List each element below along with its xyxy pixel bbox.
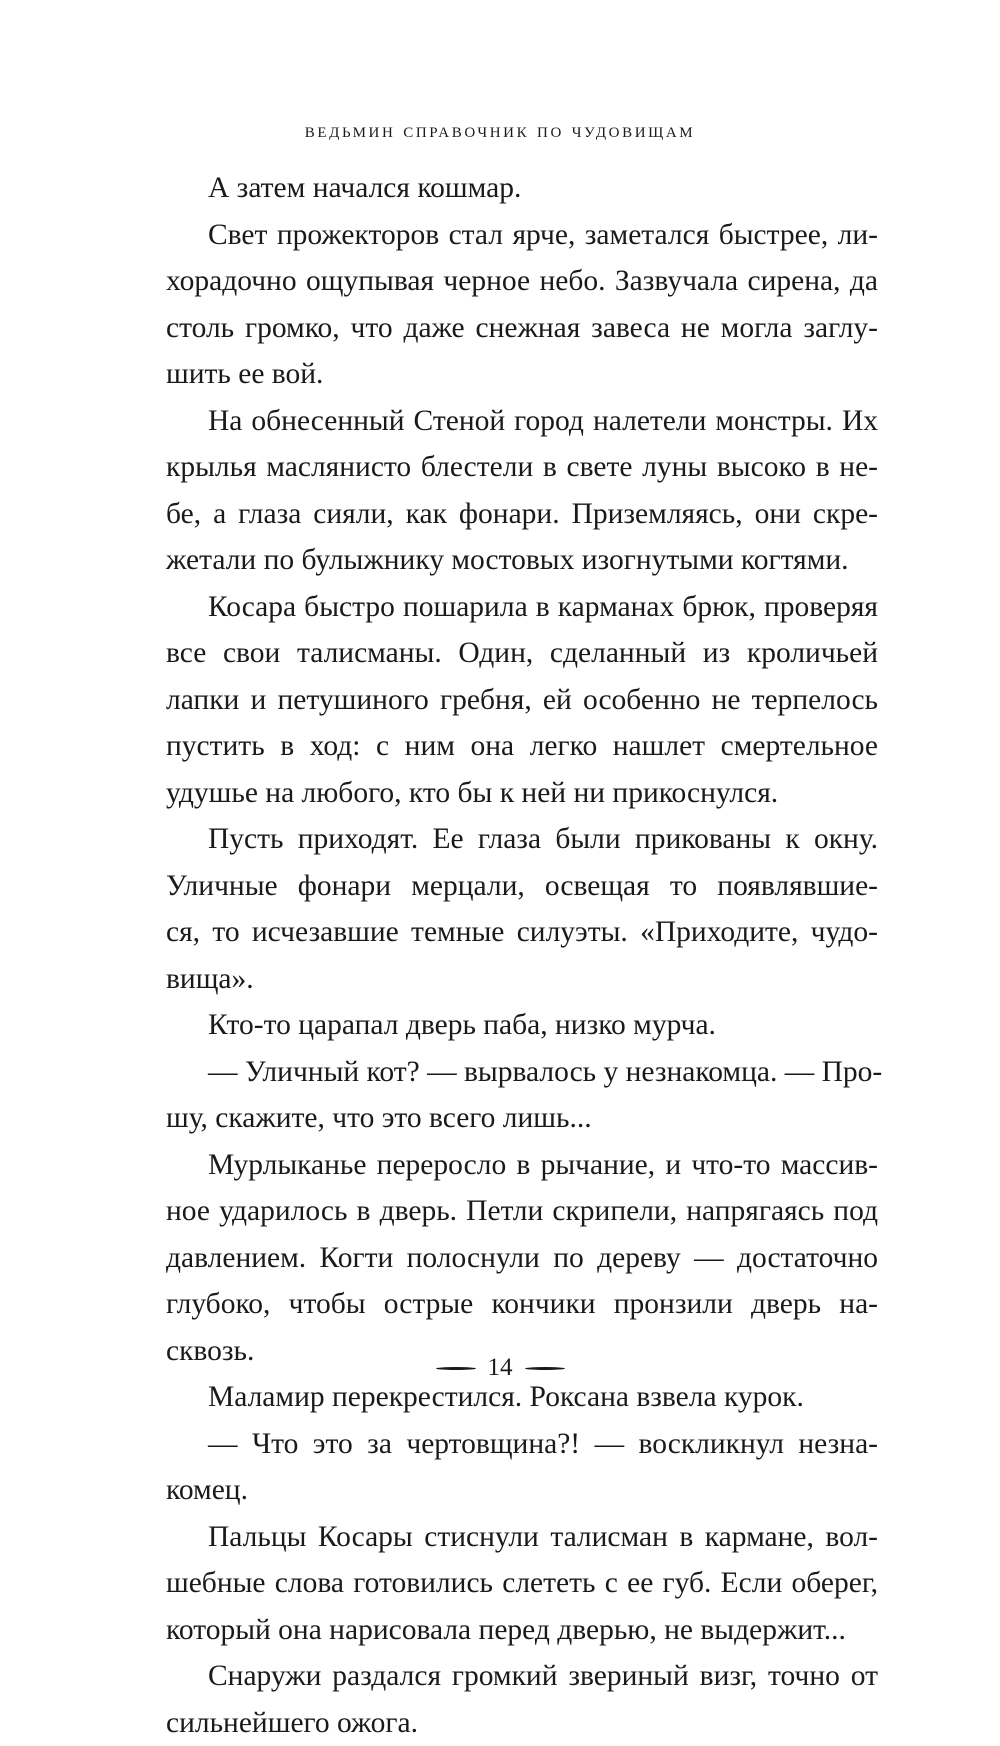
text-line: Пальцы Косары стиснули талисман в кармане, вол- (166, 1514, 878, 1561)
text-line: Свет прожекторов стал ярче, заметался быстрее, ли- (166, 212, 878, 259)
text-line: Мурлыканье переросло в рычание, и что-то массив- (166, 1142, 878, 1189)
text-line: Маламир перекрестился. Роксана взвела курок. (166, 1374, 878, 1421)
folio-ornament-left (436, 1367, 476, 1370)
text-line: бе, а глаза сияли, как фонари. Приземляясь, они скре- (166, 491, 878, 538)
text-line: На обнесенный Стеной город налетели монстры. Их (166, 398, 878, 445)
text-line: лапки и петушиного гребня, ей особенно не терпелось (166, 677, 878, 724)
text-line: глубоко, чтобы острые кончики пронзили дверь на- (166, 1281, 878, 1328)
text-line: Пусть приходят. Ее глаза были прикованы к окну. (166, 816, 878, 863)
body-text (166, 165, 878, 1746)
text-line: удушье на любого, кто бы к ней ни прикоснулся. (166, 770, 878, 817)
text-line: ное ударилось в дверь. Петли скрипели, напрягаясь под (166, 1188, 878, 1235)
text-line: — Что это за чертовщина?! — воскликнул незна- (166, 1421, 878, 1468)
folio-ornament-right (525, 1367, 565, 1370)
text-line: жетали по булыжнику мостовых изогнутыми когтями. (166, 537, 878, 584)
text-line: сильнейшего ожога. (166, 1700, 878, 1746)
running-head: ведьмин справочник по чудовищам (0, 118, 1000, 143)
text-line: Косара быстро пошарила в карманах брюк, проверяя (166, 584, 878, 631)
text-line: шить ее вой. (166, 351, 878, 398)
text-line: А затем начался кошмар. (166, 165, 878, 212)
page-number: 14 (488, 1354, 513, 1382)
text-line: крылья маслянисто блестели в свете луны высоко в не- (166, 444, 878, 491)
text-line: комец. (166, 1467, 878, 1514)
text-line: сквозь. (166, 1328, 878, 1375)
text-line: столь громко, что даже снежная завеса не могла заглу- (166, 305, 878, 352)
text-line: все свои талисманы. Один, сделанный из кроличьей (166, 630, 878, 677)
page-footer (0, 1354, 1000, 1382)
text-line: вища». (166, 956, 878, 1003)
text-line: пустить в ход: с ним она легко нашлет смертельное (166, 723, 878, 770)
text-line: давлением. Когти полоснули по дереву — достаточно (166, 1235, 878, 1282)
text-line: Кто-то царапал дверь паба, низко мурча. (166, 1002, 878, 1049)
text-line: хорадочно ощупывая черное небо. Зазвучала сирена, да (166, 258, 878, 305)
text-line: который она нарисовала перед дверью, не выдержит... (166, 1607, 878, 1654)
text-line: ся, то исчезавшие темные силуэты. «Приходите, чудо- (166, 909, 878, 956)
text-line: шу, скажите, что это всего лишь... (166, 1095, 878, 1142)
text-line: Снаружи раздался громкий звериный визг, точно от (166, 1653, 878, 1700)
text-line: шебные слова готовились слететь с ее губ. Если оберег, (166, 1560, 878, 1607)
text-line: — Уличный кот? — вырвалось у незнакомца. — Про- (166, 1049, 878, 1096)
text-line: Уличные фонари мерцали, освещая то появлявшие- (166, 863, 878, 910)
